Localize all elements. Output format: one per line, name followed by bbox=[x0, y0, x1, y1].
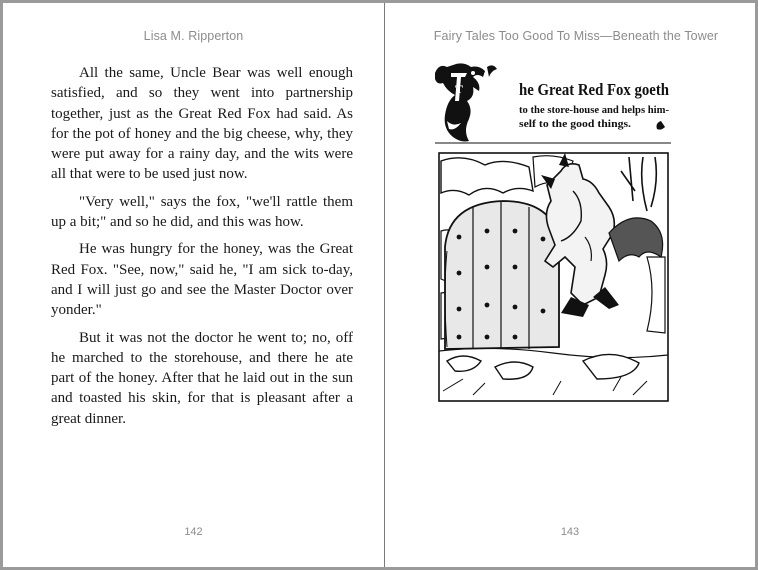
left-page-text bbox=[51, 63, 353, 436]
right-page[interactable] bbox=[385, 3, 755, 567]
chapter-illustration bbox=[433, 61, 675, 403]
left-running-head: Lisa M. Ripperton bbox=[143, 29, 244, 43]
fox-at-storehouse-door-illustration bbox=[433, 61, 675, 403]
paragraph: He was hungry for the honey, was the Great Red Fox. "See, now," said he, "I am sick to-day, and I will just go and see the Master Doctor over yonder." bbox=[51, 241, 353, 319]
right-running-head: Fairy Tales Too Good To Miss—Beneath the Tower bbox=[433, 29, 719, 43]
right-page-number: 143 bbox=[560, 526, 580, 538]
left-page-number: 142 bbox=[184, 526, 203, 538]
illustration-caption-line: to the store-house and helps him- bbox=[519, 104, 670, 116]
illustration-caption-line: self to the good things. bbox=[519, 118, 632, 130]
scene-drawing bbox=[439, 153, 668, 401]
paragraph: But it was not the doctor he went to; no, off he marched to the storehouse, and there he ate part of the honey. After that he laid out in the sun and toasted his skin, for that is pleasant after a great dinner. bbox=[51, 329, 353, 427]
decorated-initial bbox=[435, 63, 497, 141]
paragraph: "Very well," says the fox, "we'll rattle them up a bit;" and so he did, and this was how. bbox=[51, 193, 353, 231]
initial-letter: T bbox=[455, 82, 464, 96]
paragraph: All the same, Uncle Bear was well enough satisfied, and so they went into partnership together, just as the Great Red Fox had said. As for the pot of honey and the big cheese, why, they were put away for a rainy day, and the wits were all that were to be used just now. bbox=[51, 65, 353, 183]
illustration-caption-line: he Great Red Fox goeth bbox=[519, 80, 669, 99]
left-page[interactable] bbox=[3, 3, 384, 567]
